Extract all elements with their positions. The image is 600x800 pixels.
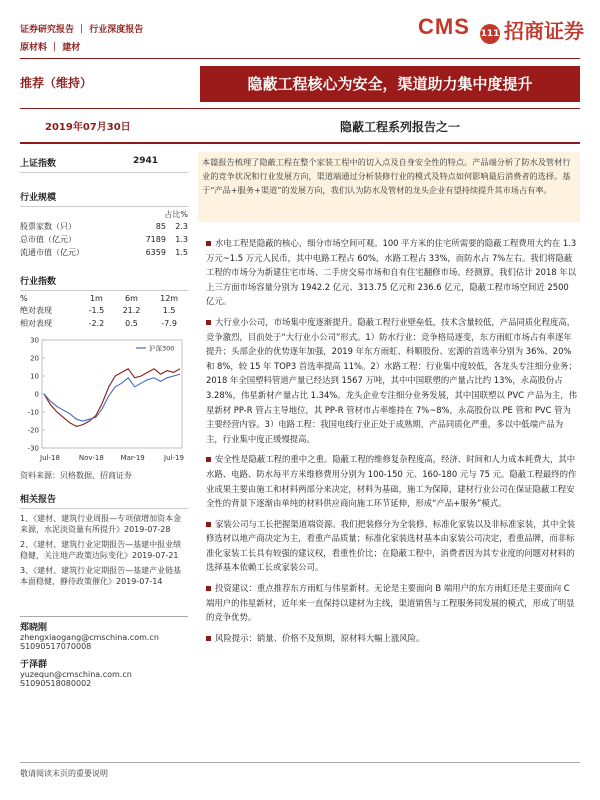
- sidebar: [20, 156, 188, 587]
- bullet-item: 安全性是隐蔽工程的重中之重。隐蔽工程的维修复杂程度高，经济、时间和人力成本耗费大，其中水路、电路、防水每平方米维修费用分别为 100-150 元、160-180 元与 75 元。隐蔽工程最终的作业成果主要由施工和材料两部分来决定，材料为基础，施工为保障，建材行业公司在保证隐蔽工程安全性的背景下逐渐由单纯的材料供应商向施工环节延伸，形成“产品+服务”模式。: [206, 454, 577, 509]
- table-row: 股票家数（只） 85 2.3: [20, 222, 188, 231]
- cms-logo-text: CMS: [418, 14, 470, 39]
- index-label: 上证指数: [20, 159, 57, 169]
- x-tick-label: Jul-19: [164, 454, 184, 462]
- industry-index-chart: [20, 334, 188, 464]
- x-tick-label: Nov-18: [78, 454, 104, 462]
- rating-label: 推荐（维持）: [20, 76, 93, 90]
- company-logo-cn: 招商证券: [504, 19, 584, 43]
- bullet-square-icon: [206, 522, 211, 527]
- table-row: 总市值（亿元） 7189 1.3: [20, 235, 188, 244]
- y-tick-label: 10: [30, 372, 39, 381]
- y-tick-label: -10: [27, 408, 39, 417]
- table-row: 相对表现 -2.2 0.5 -7.9: [20, 319, 177, 328]
- industry-scale-table: [20, 220, 188, 259]
- industry-scale-title: 行业规模: [20, 185, 188, 207]
- y-tick-label: 30: [30, 336, 39, 345]
- analyst-divider: [20, 616, 188, 617]
- header-divider: [20, 58, 580, 59]
- chart-frame: [42, 340, 182, 448]
- bullet-square-icon: [206, 320, 211, 325]
- legend-label: 沪深300: [149, 344, 175, 353]
- y-tick-label: -20: [27, 426, 39, 435]
- analyst-email[interactable]: yuzequn@cmschina.com.cn: [20, 670, 132, 679]
- related-report-1[interactable]: 1、《建材、建筑行业周报—专项债增加资本金来源，水泥淡资量有所提升》2019-07-28: [20, 514, 182, 534]
- analysts: [20, 616, 188, 688]
- footer-note: 敬请阅读末页的重要说明: [20, 769, 108, 778]
- index-row: [20, 156, 188, 173]
- analyst-name: 于泽群: [20, 660, 48, 670]
- analyst-cert: S1090517070008: [20, 642, 92, 651]
- bullet-square-icon: [206, 586, 211, 591]
- related-report-3[interactable]: 3、《建材、建筑行业定期报告—基建产业链基本面稳健，静待政策催化》2019-07-14: [20, 566, 182, 586]
- industry-index-title: 行业指数: [20, 269, 188, 291]
- title-banner: 隐蔽工程核心为安全，渠道助力集中度提升: [200, 66, 580, 102]
- bullet-item: 水电工程是隐蔽的核心，细分市场空间可观。100 平方米的住宅所需要的隐蔽工程费用大约在 1.3 万元~1.5 万元人民币，其中电路工程占 60%，水路工程占 33%，而防水占 7%左右。我们将隐蔽工程的市场分为新建住宅市场、二手房交易市场和自有住宅翻修市场。经测算，我们估计 2018 年以上三方面市场容量分别为 1942.2 亿元、313.75 亿元和 236.6 亿元，隐蔽工程市场空间近 2500 亿元。: [206, 238, 577, 307]
- title-divider: [20, 108, 580, 109]
- series-line-1: [44, 369, 180, 427]
- table-row: % 1m 6m 12m: [20, 294, 179, 303]
- y-tick-label: 0: [34, 390, 39, 399]
- main-bullets: [206, 236, 578, 645]
- scale-col-header: 占比%: [164, 210, 188, 219]
- bullet-square-icon: [206, 241, 211, 246]
- report-type-breadcrumb: 证券研究报告 ｜ 行业深度报告: [20, 25, 144, 35]
- index-value: 2941: [132, 156, 158, 166]
- y-tick-label: 20: [30, 354, 39, 363]
- related-reports-title: 相关报告: [20, 487, 188, 509]
- table-row: 流通市值（亿元） 6359 1.5: [20, 248, 188, 257]
- analyst-name: 郑晓刚: [20, 623, 48, 633]
- series-title: 隐蔽工程系列报告之一: [340, 120, 461, 134]
- bullet-item: 投资建议：重点推荐东方雨虹与伟星新材。无论是主要面向 B 端用户的东方雨虹还是主要面向 C 端用户的伟星新材，近年来一直保持以建材为主线，渠道销售与工程服务同发展的模式，形成了明显的竞争优势。: [206, 583, 575, 623]
- footer-divider: [20, 762, 580, 763]
- analyst-cert: S1090518080002: [20, 679, 92, 688]
- y-tick-label: -30: [27, 444, 39, 453]
- bullet-item: 风险提示：销量、价格不及预期，原材料大幅上涨风险。: [206, 631, 578, 646]
- date-divider: [20, 142, 580, 144]
- bullet-item: 家装公司与工长把握渠道端资源。我们把装修分为全装修、标准化家装以及非标准家装，其中全装修选材以地产商决定为主，看重产品质量；标准化家装选材基本由家装公司决定，看重品牌，而非标准化家装工长具有较强的建议权，看重性价比；在隐蔽工程中，消费者因为其专业度的问题对材料的选择基本依赖工长或家装公司。: [206, 518, 576, 573]
- sector-breadcrumb: 原材料 ｜ 建材: [20, 43, 81, 53]
- bullet-item: 大行业小公司，市场集中度逐渐提升。隐蔽工程行业壁垒低，技术含量较低，产品同质化程度高，竞争激烈，目前处于“大行业小公司”形式。1）防水行业：竞争格局逐变，东方雨虹市场占有率逐年提升；头部企业的优势逐年加强，2019 年东方雨虹、科顺股份、宏源的首选率分别为 36%、20%和 8%，较 15 年 TOP3 首选率提高 11%。2）水路工程：行业集中度较低，各龙头专注细分业务；2018 年全国塑料管道产量已经达到 1567 万吨，其中中国联塑的产量占比约 13%，永高股份占 3.28%，伟星新材产量占比 1.34%。龙头企业专注细分业务发展，其中国联塑以 PVC 产品为主，伟星新材 PP-R 管占主导地位，其 PP-R 管材市占率维持在 7%~8%，永高股份以 PE 管和 PVC 管为主要经营内容。3）电路工程：我国电线行业正处于成熟期，产品同质化严重，多以中低端产品为主，行业集中度正缓慢提高。: [206, 316, 577, 444]
- related-report-2[interactable]: 2、《建材、建筑行业定期报告—基建中报业绩稳健，关注地产政策边际变化》2019-07-21: [20, 540, 182, 560]
- cms-logo-badge: 111: [480, 24, 500, 44]
- analyst-email[interactable]: zhengxiaogang@cmschina.com.cn: [20, 633, 159, 642]
- report-date: 2019年07月30日: [45, 122, 131, 133]
- table-row: 绝对表现 -1.5 21.2 1.5: [20, 306, 176, 315]
- summary-box: 本篇报告梳理了隐蔽工程在整个家装工程中的切入点及自身安全性的特点。产品端分析了防水及管材行业的竞争状况和行业发展方向，渠道端通过分析装修行业的模式及特点如何影响最后消费者的选择。基于“产品+服务+渠道”的发展方向，我们认为防水及管材的龙头企业有望持续提升其市场占有率。: [198, 152, 580, 222]
- chart-source: 资料来源：贝格数据、招商证券: [20, 471, 132, 480]
- x-tick-label: Jul-18: [40, 454, 60, 462]
- industry-index-table: [20, 293, 188, 330]
- x-tick-label: Mar-19: [120, 454, 145, 462]
- bullet-square-icon: [206, 457, 211, 462]
- bullet-square-icon: [206, 636, 211, 641]
